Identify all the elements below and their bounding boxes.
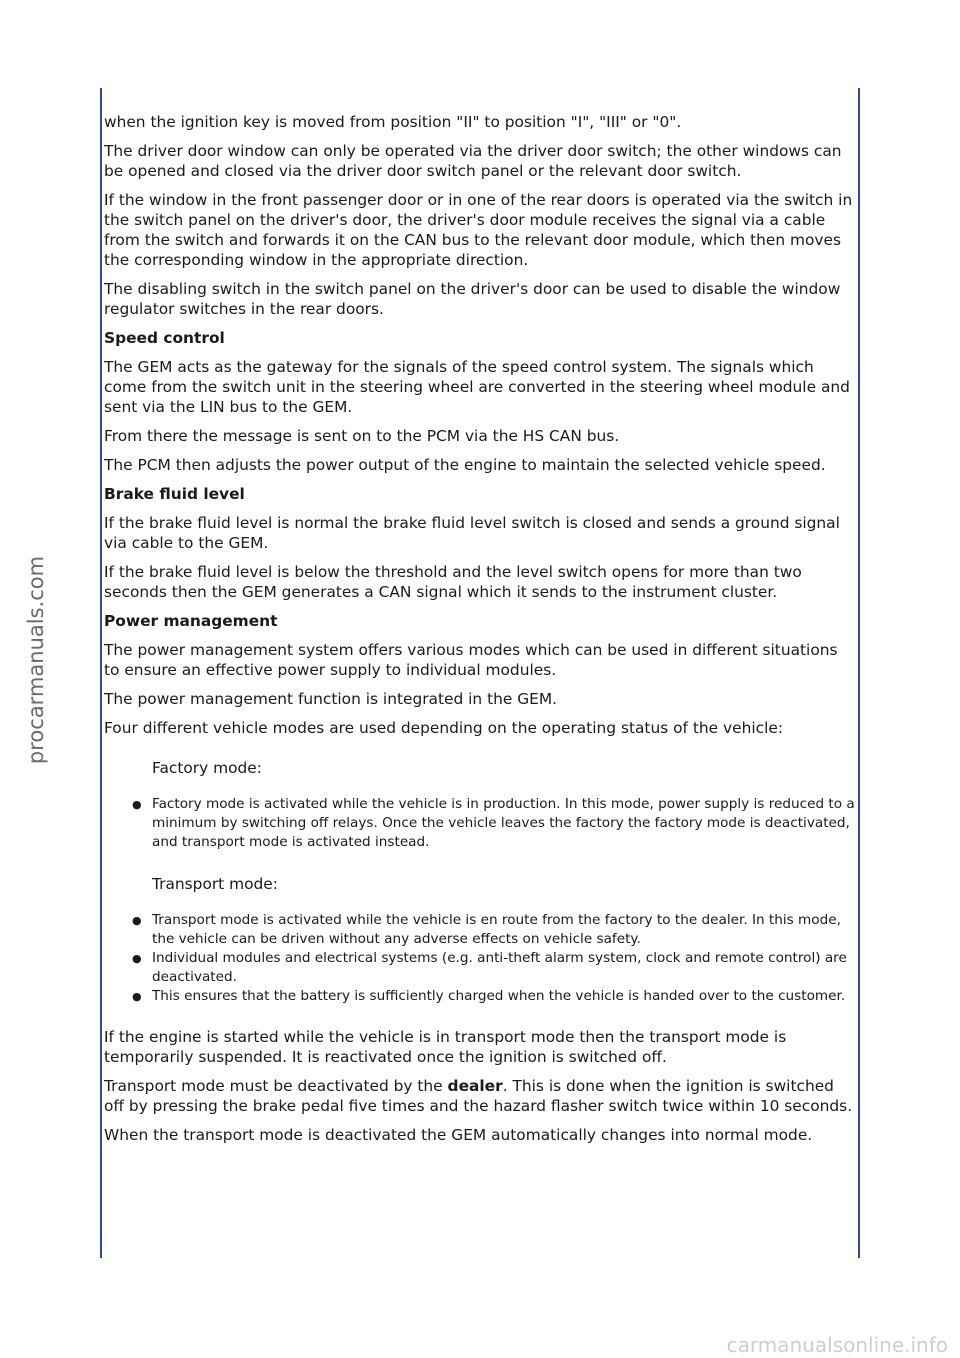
paragraph: When the transport mode is deactivated the GEM automatically changes into normal mode. bbox=[104, 1126, 813, 1144]
paragraph: If the brake fluid level is normal the brake fluid level switch is closed and sends a ground signal via cable to the GEM. bbox=[104, 514, 840, 552]
list-item-text: Transport mode is activated while the vehicle is en route from the factory to the dealer. In this mode, the vehicle can be driven without any adverse effects on vehicle safety. bbox=[152, 912, 841, 947]
factory-mode-label: Factory mode: bbox=[152, 759, 262, 777]
paragraph: The driver door window can only be operated via the driver door switch; the other windows can be opened and closed via the driver door switch panel or the relevant door switch. bbox=[104, 142, 842, 180]
factory-mode-list bbox=[132, 795, 856, 852]
section-heading-brake-fluid: Brake fluid level bbox=[104, 485, 245, 503]
bullet-icon: ● bbox=[132, 952, 142, 965]
list-item bbox=[132, 949, 856, 987]
document-body bbox=[104, 112, 856, 1154]
paragraph: From there the message is sent on to the PCM via the HS CAN bus. bbox=[104, 427, 620, 445]
paragraph: The disabling switch in the switch panel on the driver's door can be used to disable the window regulator switches in the rear doors. bbox=[104, 280, 841, 318]
bottom-watermark: carmanualsonline.info bbox=[726, 1333, 948, 1357]
paragraph: when the ignition key is moved from position "II" to position "I", "III" or "0". bbox=[104, 113, 682, 131]
list-item-text: Factory mode is activated while the vehicle is in production. In this mode, power supply is reduced to a minimum by switching off relays. Once the vehicle leaves the factory the factory mode is deactivated, and transport mode is activated instead. bbox=[152, 796, 855, 850]
text-run: Transport mode must be deactivated by the bbox=[104, 1077, 448, 1095]
paragraph: The power management system offers various modes which can be used in different situations to ensure an effective power supply to individual modules. bbox=[104, 641, 838, 679]
paragraph-dealer bbox=[104, 1076, 856, 1116]
paragraph: The GEM acts as the gateway for the signals of the speed control system. The signals which come from the switch unit in the steering wheel are converted in the steering wheel module and sent via the LIN bus to the GEM. bbox=[104, 358, 850, 416]
list-item-text: Individual modules and electrical systems (e.g. anti-theft alarm system, clock and remote control) are deactivated. bbox=[152, 950, 847, 985]
bullet-icon: ● bbox=[132, 798, 142, 811]
right-margin-rule bbox=[858, 88, 860, 1258]
side-watermark: procarmanuals.com bbox=[24, 555, 48, 765]
bullet-icon: ● bbox=[132, 914, 142, 927]
left-margin-rule bbox=[100, 88, 102, 1258]
section-heading-speed-control: Speed control bbox=[104, 329, 225, 347]
paragraph: If the window in the front passenger door or in one of the rear doors is operated via the switch in the switch panel on the driver's door, the driver's door module receives the signal via a cable from the switch and forwards it on the CAN bus to the relevant door module, which then moves the corresponding window in the appropriate direction. bbox=[104, 191, 853, 269]
bullet-icon: ● bbox=[132, 990, 142, 1003]
text-run: . This is done when the ignition is switched off by pressing the brake pedal five times and the hazard flasher switch twice within 10 seconds. bbox=[104, 1077, 853, 1115]
transport-mode-label: Transport mode: bbox=[152, 875, 278, 893]
transport-mode-list bbox=[132, 911, 856, 1006]
list-item bbox=[132, 795, 856, 852]
section-heading-power-management: Power management bbox=[104, 612, 278, 630]
paragraph: If the brake fluid level is below the threshold and the level switch opens for more than two seconds then the GEM generates a CAN signal which it sends to the instrument cluster. bbox=[104, 563, 802, 601]
paragraph: The PCM then adjusts the power output of the engine to maintain the selected vehicle speed. bbox=[104, 456, 826, 474]
list-item-text: This ensures that the battery is sufficiently charged when the vehicle is handed over to the customer. bbox=[152, 988, 846, 1004]
paragraph: The power management function is integrated in the GEM. bbox=[104, 690, 558, 708]
paragraph: If the engine is started while the vehicle is in transport mode then the transport mode is temporarily suspended. It is reactivated once the ignition is switched off. bbox=[104, 1028, 787, 1066]
list-item bbox=[132, 911, 856, 949]
bold-dealer: dealer bbox=[447, 1077, 503, 1095]
list-item bbox=[132, 987, 856, 1006]
paragraph: Four different vehicle modes are used depending on the operating status of the vehicle: bbox=[104, 719, 784, 737]
